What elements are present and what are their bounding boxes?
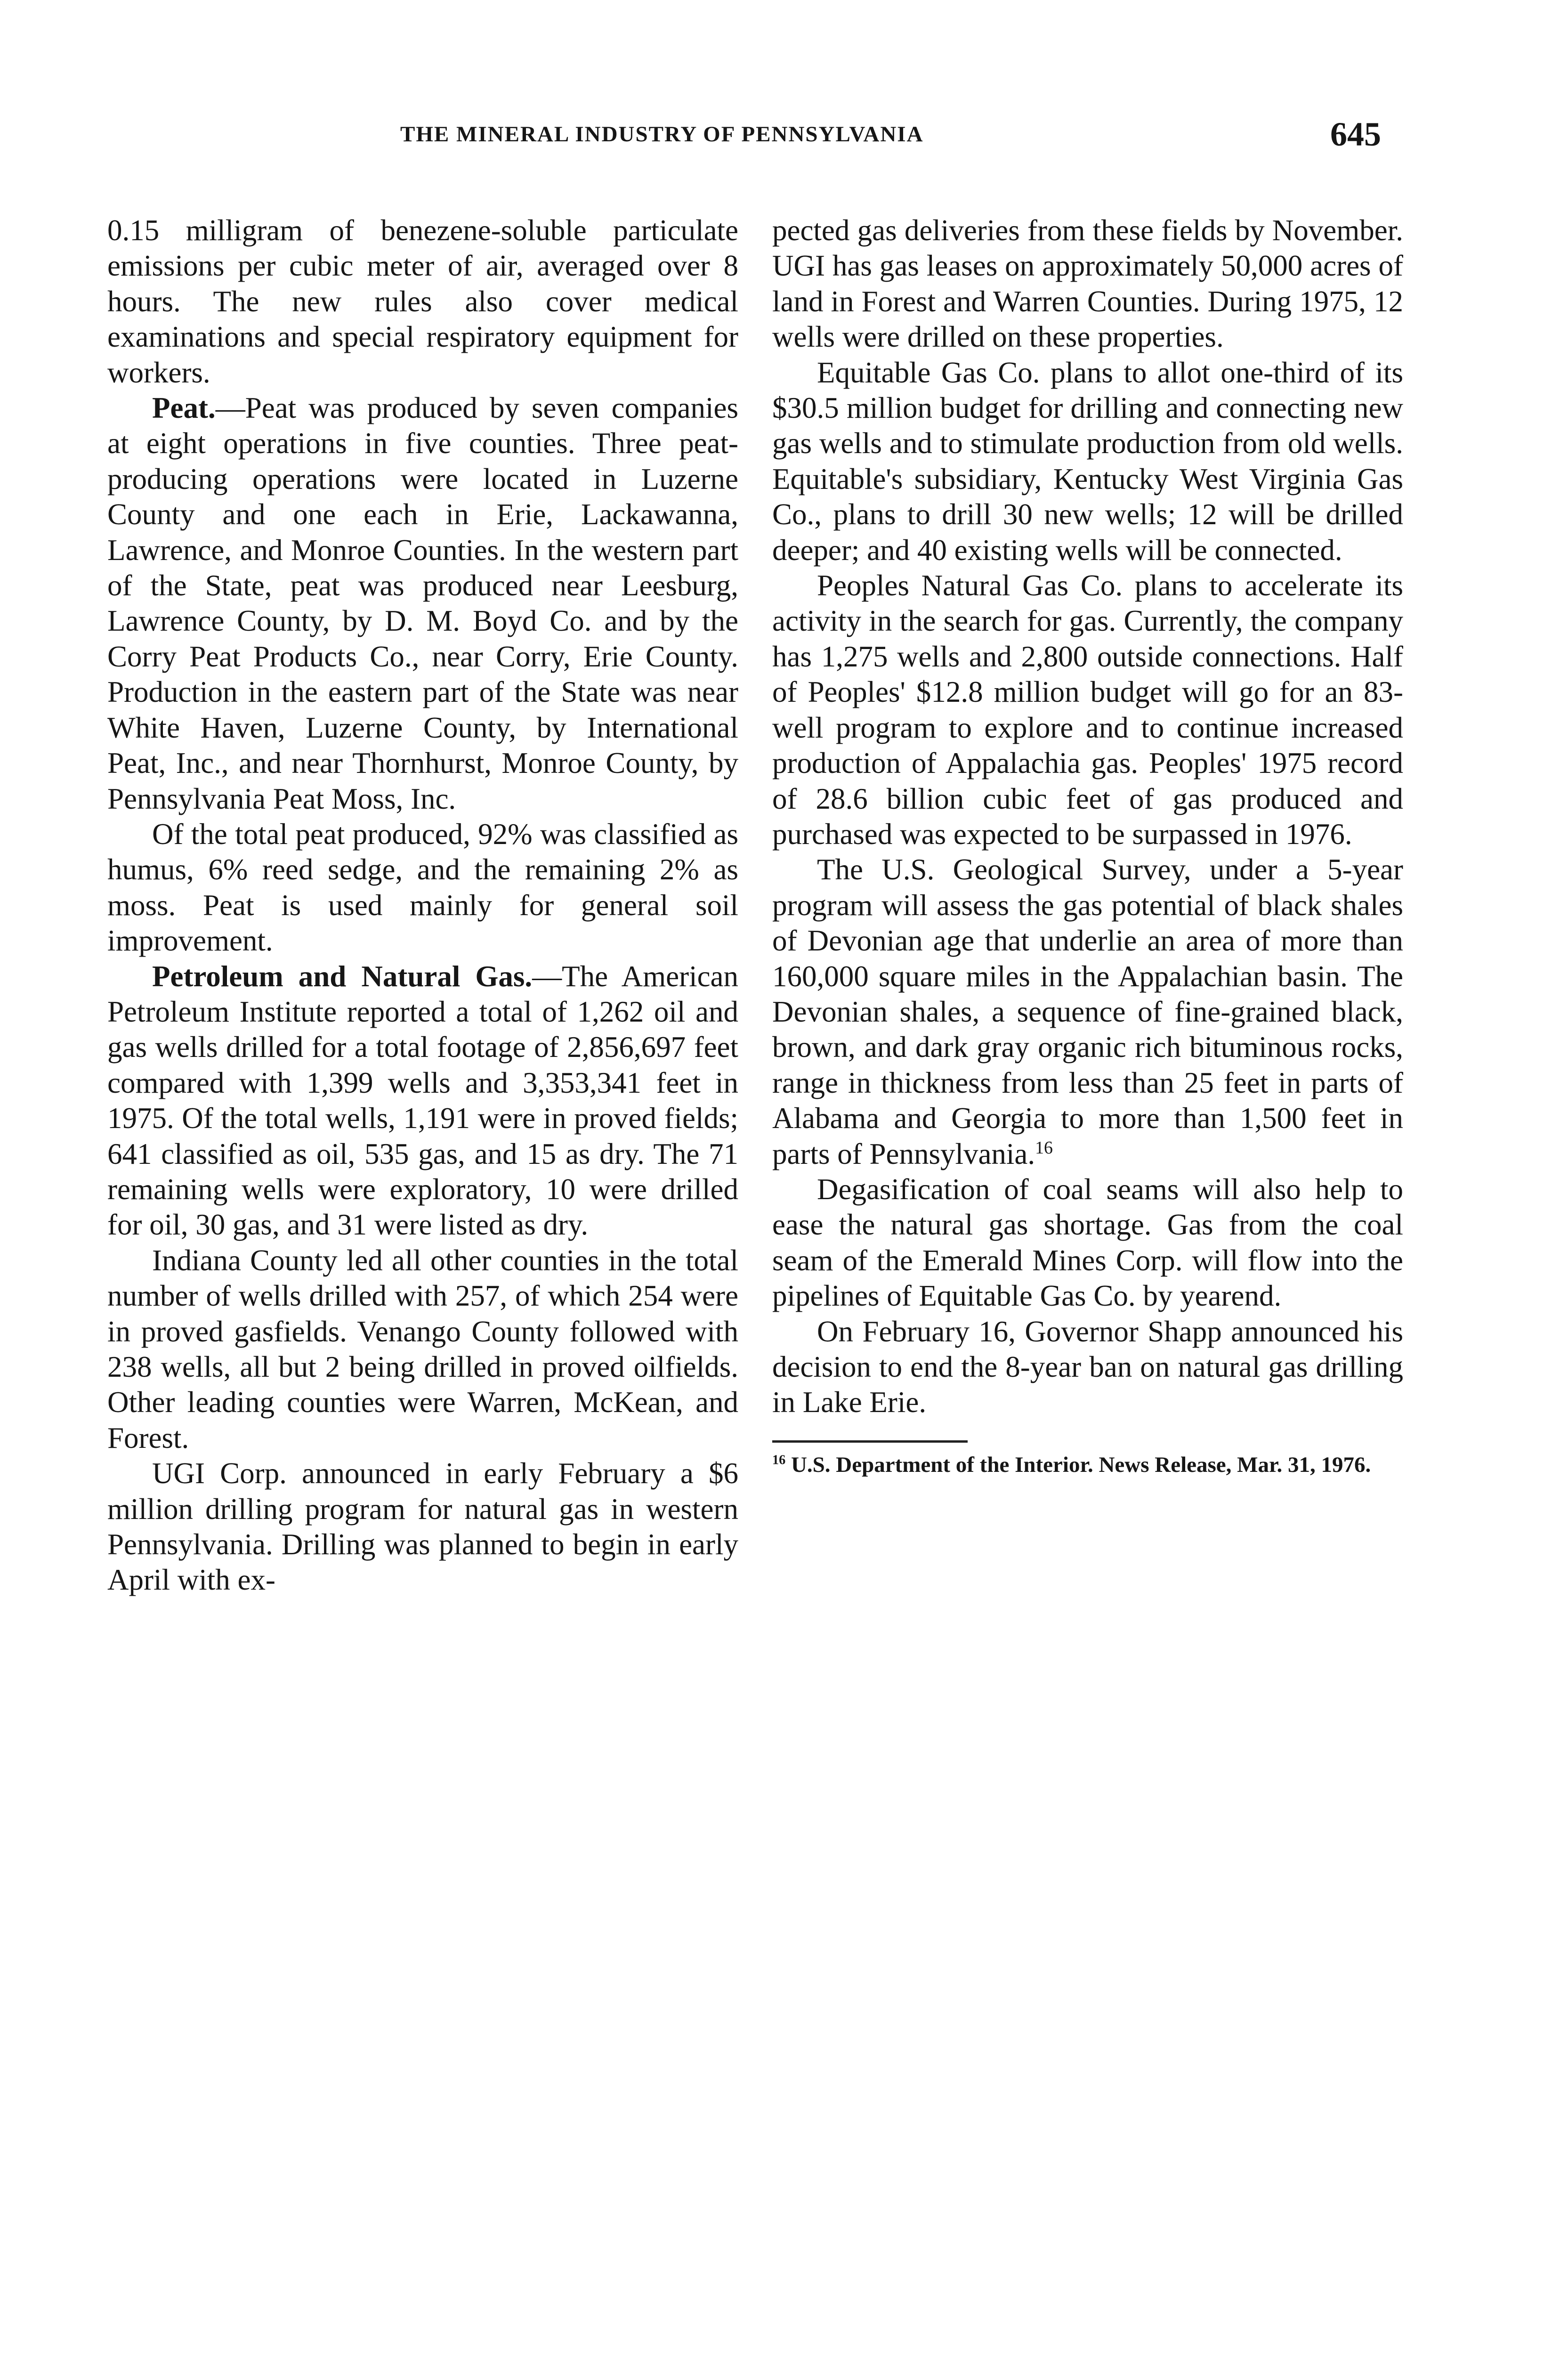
paragraph: On February 16, Governor Shapp announced his decision to end the 8-year ban on natural gas drilling in Lake Erie. bbox=[772, 1315, 1403, 1419]
paragraph-text: —Peat was produced by seven companies at eight operations in five counties. Three peat-producing operations were located in Luzerne County and one each in Erie, Lackawanna, Lawrence, and Monroe Counties. In the western part of the State, peat was produced near Leesburg, Lawrence County, by D. M. Boyd Co. and by the Corry Peat Products Co., near Corry, Erie County. Production in the eastern part of the State was near White Haven, Luzerne County, by International Peat, Inc., and near Thornhurst, Monroe County, by Pennsylvania Peat Moss, Inc. bbox=[107, 391, 738, 815]
footnote-divider bbox=[772, 1440, 968, 1443]
paragraph: UGI Corp. announced in early February a $6 million drilling program for natural gas in western Pennsylvania. Drilling was planned to begin in early April with ex- bbox=[107, 1457, 738, 1597]
paragraph-peat bbox=[107, 390, 738, 817]
running-head: THE MINERAL INDUSTRY OF PENNSYLVANIA bbox=[400, 122, 924, 146]
section-heading-peat: Peat. bbox=[152, 391, 216, 425]
page-number: 645 bbox=[1330, 115, 1381, 153]
paragraph-text: The U.S. Geological Survey, under a 5-year program will assess the gas potential of black shales of Devonian age that underlie an area of more than 160,000 square miles in the Appalachian basin. The Devonian shales, a sequence of fine-grained black, brown, and dark gray organic rich bituminous rocks, range in thickness from less than 25 feet in parts of Alabama and Georgia to more than 1,500 feet in parts of Pennsylvania. bbox=[772, 853, 1403, 1170]
left-column bbox=[107, 213, 738, 1598]
paragraph-text: —The American Petroleum Institute reported a total of 1,262 oil and gas wells drilled for a total footage of 2,856,697 feet compared with 1,399 wells and 3,353,341 feet in 1975. Of the total wells, 1,191 were in proved fields; 641 classified as oil, 535 gas, and 15 as dry. The 71 remaining wells were exploratory, 10 were drilled for oil, 30 gas, and 31 were listed as dry. bbox=[107, 959, 739, 1242]
paragraph: Peoples Natural Gas Co. plans to accelerate its activity in the search for gas. Currently, the company has 1,275 wells and 2,800 outside connections. Half of Peoples' $12.8 million budget will go for an 83-well program to explore and to continue increased production of Appalachia gas. Peoples' 1975 record of 28.6 billion cubic feet of gas produced and purchased was expected to be surpassed in 1976. bbox=[772, 569, 1403, 851]
footnote-number: 16 bbox=[772, 1453, 786, 1468]
paragraph: Equitable Gas Co. plans to allot one-third of its $30.5 million budget for drilling and connecting new gas wells and to stimulate production from old wells. Equitable's subsidiary, Kentucky West Virginia Gas Co., plans to drill 30 new wells; 12 will be drilled deeper; and 40 existing wells will be connected. bbox=[772, 356, 1403, 567]
paragraph-usgs bbox=[772, 852, 1403, 1172]
paragraph: Degasification of coal seams will also help to ease the natural gas shortage. Gas from the coal seam of the Emerald Mines Corp. will flow into the pipelines of Equitable Gas Co. by yearend. bbox=[772, 1172, 1403, 1313]
footnote-text: U.S. Department of the Interior. News Release, Mar. 31, 1976. bbox=[791, 1452, 1371, 1477]
section-heading-petroleum: Petroleum and Natural Gas. bbox=[152, 959, 533, 993]
paragraph-petroleum bbox=[107, 959, 738, 1243]
paragraph: Of the total peat produced, 92% was classified as humus, 6% reed sedge, and the remaining 2% as moss. Peat is used mainly for general soil improvement. bbox=[107, 817, 738, 958]
footnote-reference: 16 bbox=[1035, 1137, 1053, 1158]
right-column bbox=[772, 213, 1403, 1477]
paragraph: 0.15 milligram of benezene-soluble particulate emissions per cubic meter of air, averaged over 8 hours. The new rules also cover medical examinations and special respiratory equipment for workers. bbox=[107, 214, 738, 389]
footnote bbox=[772, 1453, 1403, 1477]
paragraph: Indiana County led all other counties in the total number of wells drilled with 257, of which 254 were in proved gasfields. Venango County followed with 238 wells, all but 2 being drilled in proved oilfields. Other leading counties were Warren, McKean, and Forest. bbox=[107, 1243, 738, 1454]
paragraph: pected gas deliveries from these fields by November. UGI has gas leases on approximately 50,000 acres of land in Forest and Warren Counties. During 1975, 12 wells were drilled on these properties. bbox=[772, 214, 1403, 354]
